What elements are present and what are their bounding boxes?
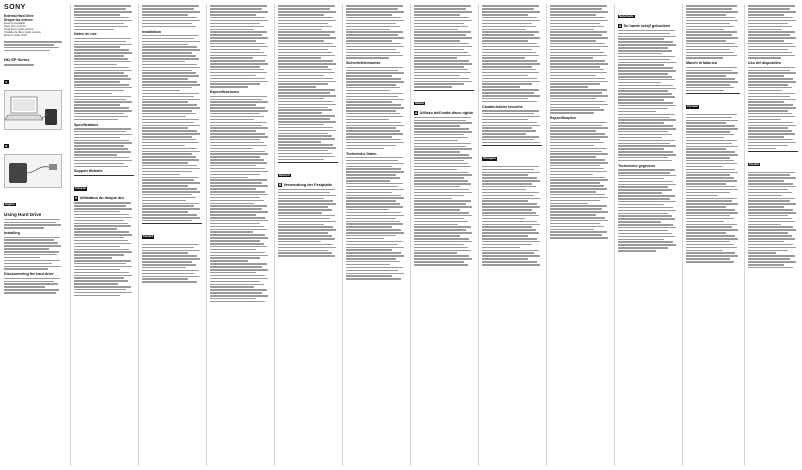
- cover-title-2: Disque dur externe: [4, 17, 33, 22]
- figure-a-label: A: [5, 79, 8, 84]
- column-divider: [478, 4, 479, 466]
- col2-heading-1: Notes on use: [74, 32, 97, 37]
- lang-tag-italian: Italiano: [415, 101, 425, 105]
- verwendung-heading: B Verwendung der Festplatte: [279, 183, 333, 188]
- column-divider: [342, 4, 343, 466]
- marchi-heading: Marchi di fabbrica: [686, 61, 717, 66]
- column-divider: [70, 4, 71, 466]
- especificacoes-heading: Especificações: [550, 116, 576, 121]
- technische-gegevens-heading: Technische gegevens: [618, 163, 656, 168]
- column-divider: [206, 4, 207, 466]
- lang-tag-german: Deutsch: [279, 174, 290, 178]
- brand-logo: SONY: [4, 4, 26, 11]
- cover-sub-5: Externe vaste schijf: [4, 34, 27, 38]
- column-divider: [682, 4, 683, 466]
- column-6: [346, 4, 406, 466]
- column-divider: [410, 4, 411, 466]
- lang-tag-russian: Русский: [687, 105, 698, 109]
- column-12: [748, 4, 798, 466]
- column-10: [618, 4, 678, 466]
- column-9: [550, 4, 610, 466]
- lang-tag-portuguese: Português: [483, 157, 497, 161]
- column-divider: [546, 4, 547, 466]
- support-heading: Support Website: [74, 169, 103, 174]
- utilisation-heading: A Utilisation du disque dur: [75, 196, 125, 201]
- utilizzo-heading: A Utilizzo dell'unità disco rigido: [415, 110, 474, 115]
- lang-tag-spanish: Español: [143, 235, 154, 239]
- installation-heading: Installation: [142, 29, 161, 34]
- caratteristiche-heading: Caratteristiche tecniche: [482, 104, 523, 109]
- cover-sub-3: Unità disco rigido esterna: [4, 28, 34, 32]
- disconnecting-heading: Disconnecting the hard drive: [4, 272, 54, 277]
- especificaciones-heading: Especificaciones: [210, 90, 240, 95]
- column-divider: [614, 4, 615, 466]
- column-8: [482, 4, 542, 466]
- gebruik-heading: A De harde schijf gebruiken: [619, 24, 670, 28]
- cover-column: [4, 4, 66, 466]
- use-title: Using Hard Drive: [4, 212, 42, 218]
- sicherheitshinweise-heading: Sicherheitshinweise: [346, 61, 381, 66]
- lang-tag-spanish-2: Español: [749, 163, 760, 167]
- cable-illustration: [5, 155, 63, 189]
- column-4: [210, 4, 270, 466]
- column-5: [278, 4, 338, 466]
- lang-tag-dutch: Nederlands: [619, 15, 634, 18]
- cover-sub-1: Externe Festplatte: [4, 22, 26, 26]
- figure-b-cable: [4, 154, 62, 188]
- column-divider: [138, 4, 139, 466]
- figure-a-laptop-drive: [4, 90, 62, 130]
- column-11: [686, 4, 740, 466]
- laptop-drive-illustration: [5, 91, 63, 131]
- uso-dispositivo-heading: Uso del dispositivo: [748, 61, 781, 66]
- column-divider: [274, 4, 275, 466]
- specifications-heading: Specifications: [74, 122, 99, 127]
- cover-sub-2: Disco duro externo: [4, 25, 26, 29]
- lang-tag-french: Français: [75, 187, 86, 191]
- cover-title-1: External Hard Drive: [4, 14, 34, 18]
- model-name: HD-SP Series: [4, 57, 30, 63]
- column-divider: [744, 4, 745, 466]
- column-7: [414, 4, 474, 466]
- column-2: [74, 4, 134, 466]
- column-3: [142, 4, 202, 466]
- lang-tag-english: English: [5, 202, 15, 206]
- technische-daten-heading: Technische Daten: [346, 151, 377, 156]
- figure-b-label: B: [5, 143, 8, 148]
- installing-heading: Installing: [4, 231, 20, 236]
- cover-sub-4: Unidade de disco rígido externa: [4, 31, 41, 35]
